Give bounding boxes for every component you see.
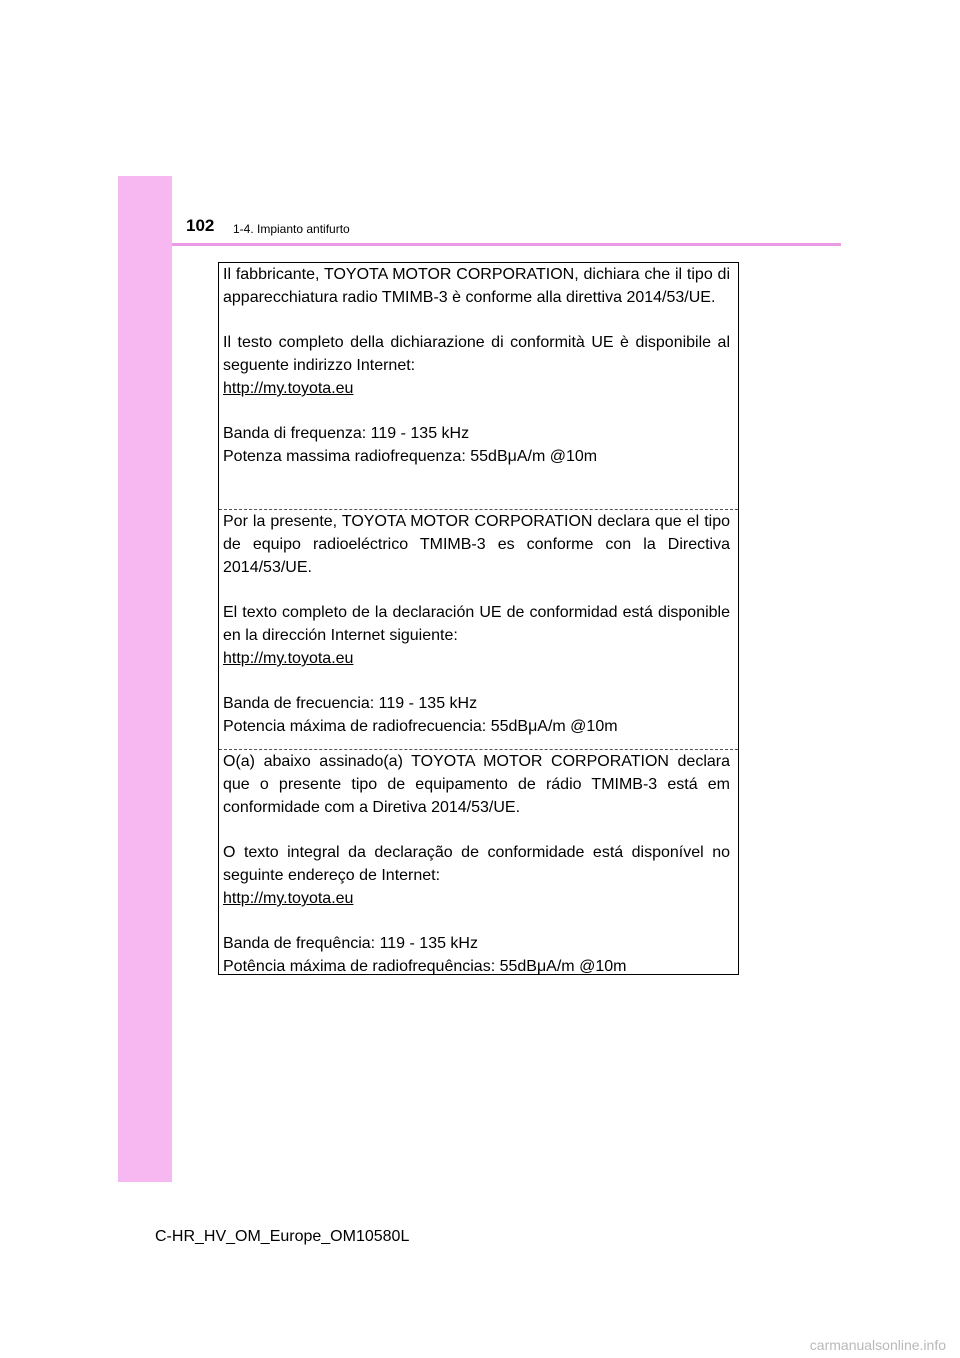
portuguese-full-text-note: O texto integral da declaração de conformidade está disponível no seguinte endereço de Internet: xyxy=(223,844,730,884)
spanish-frequency-band: Banda de frecuencia: 119 - 135 kHz xyxy=(223,695,478,712)
document-code: C-HR_HV_OM_Europe_OM10580L xyxy=(155,1228,410,1245)
side-color-band xyxy=(118,176,172,1182)
portuguese-max-power: Potência máxima de radiofrequências: 55dBμA/m @10m xyxy=(223,958,627,975)
italian-frequency-band: Banda di frequenza: 119 - 135 kHz xyxy=(223,425,470,442)
spanish-max-power: Potencia máxima de radiofrecuencia: 55dBμA/m @10m xyxy=(223,718,618,735)
spanish-url-link[interactable]: http://my.toyota.eu xyxy=(223,650,354,667)
watermark: carmanualsonline.info xyxy=(809,1337,946,1353)
spanish-full-text-note: El texto completo de la declaración UE de conformidad está disponible en la dirección Internet siguiente: xyxy=(223,604,730,644)
italian-declaration-block xyxy=(219,263,738,510)
portuguese-declaration-block xyxy=(219,750,738,976)
italian-url-link[interactable]: http://my.toyota.eu xyxy=(223,380,354,397)
italian-full-text-note: Il testo completo della dichiarazione di conformità UE è disponibile al seguente indirizzo Internet: xyxy=(223,334,730,374)
page-number: 102 xyxy=(186,216,215,235)
portuguese-frequency-band: Banda de frequência: 119 - 135 kHz xyxy=(223,935,478,952)
italian-max-power: Potenza massima radiofrequenza: 55dBμA/m @10m xyxy=(223,448,598,465)
spanish-declaration-text: Por la presente, TOYOTA MOTOR CORPORATION declara que el tipo de equipo radioeléctrico TMIMB-3 es conforme con la Directiva 2014/53/UE. xyxy=(223,513,730,576)
spanish-declaration-block xyxy=(219,510,738,750)
section-title: 1-4. Impianto antifurto xyxy=(233,222,350,236)
portuguese-declaration-text: O(a) abaixo assinado(a) TOYOTA MOTOR CORPORATION declara que o presente tipo de equipamento de rádio TMIMB-3 está em conformidade com a Diretiva 2014/53/UE. xyxy=(223,753,730,816)
declaration-box xyxy=(218,262,739,975)
portuguese-url-link[interactable]: http://my.toyota.eu xyxy=(223,890,354,907)
header-rule xyxy=(172,243,841,246)
italian-declaration-text: Il fabbricante, TOYOTA MOTOR CORPORATION, dichiara che il tipo di apparecchiatura radio TMIMB-3 è conforme alla direttiva 2014/53/UE. xyxy=(223,266,730,306)
